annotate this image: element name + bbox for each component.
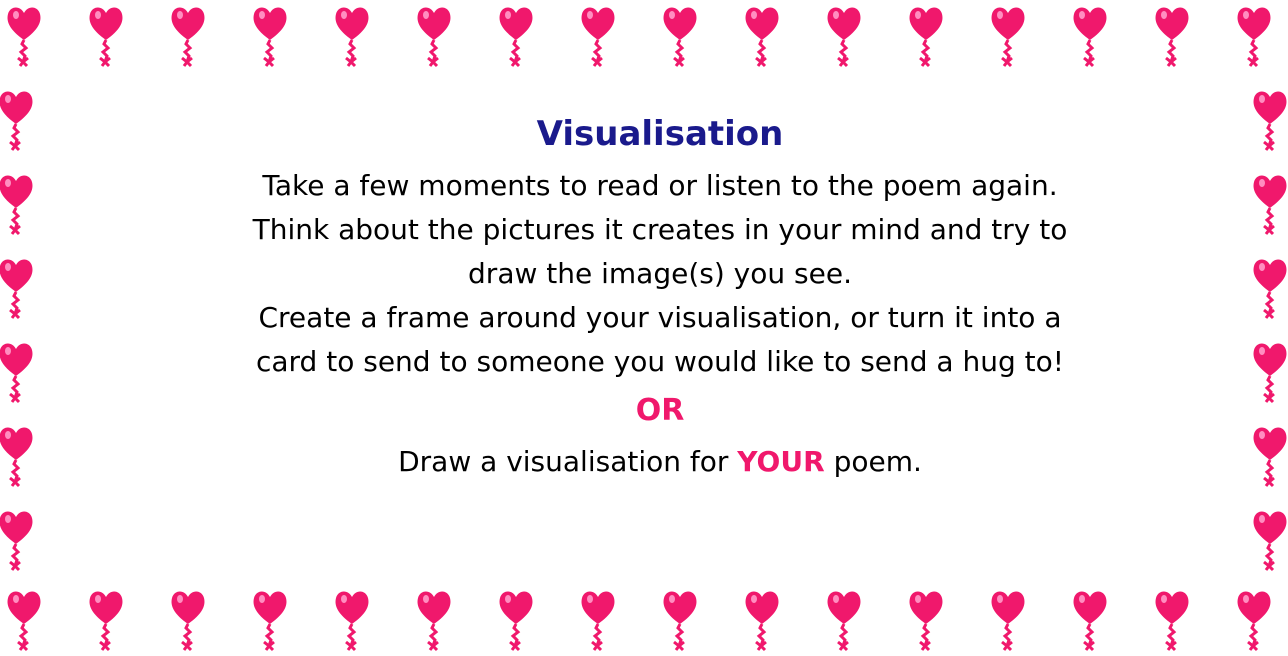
instruction-line: Take a few moments to read or listen to the poem again. [262, 169, 1058, 202]
heart-balloon-icon [496, 0, 536, 70]
heart-balloon-icon [1070, 0, 1110, 70]
heart-balloon-icon [86, 0, 126, 70]
heart-balloon-icon [906, 0, 946, 70]
heart-balloon-icon [660, 0, 700, 70]
heart-balloon-icon [988, 0, 1028, 70]
heart-balloon-icon [0, 168, 36, 238]
heart-balloon-icon [0, 504, 36, 574]
heart-balloon-icon [1250, 84, 1288, 154]
heart-balloon-icon [1070, 584, 1110, 654]
heart-balloon-icon [824, 584, 864, 654]
final-instruction-after: poem. [824, 445, 922, 478]
heart-balloon-icon [0, 336, 36, 406]
heart-balloon-icon [86, 584, 126, 654]
heart-balloon-icon [0, 84, 36, 154]
heart-balloon-icon [0, 252, 36, 322]
heart-balloon-icon [168, 0, 208, 70]
heart-balloon-icon [250, 584, 290, 654]
card-title: Visualisation [536, 114, 784, 154]
heart-balloon-icon [578, 584, 618, 654]
heart-balloon-icon [414, 0, 454, 70]
card-content [90, 110, 1230, 484]
instruction-line: card to send to someone you would like to send a hug to! [255, 345, 1064, 378]
heart-balloon-icon [414, 584, 454, 654]
heart-balloon-icon [250, 0, 290, 70]
heart-balloon-icon [1250, 420, 1288, 490]
heart-balloon-icon [1234, 0, 1274, 70]
heart-balloon-icon [332, 0, 372, 70]
heart-balloon-icon [1152, 0, 1192, 70]
heart-balloon-icon [578, 0, 618, 70]
or-divider: OR [635, 393, 685, 428]
heart-balloon-icon [4, 0, 44, 70]
heart-balloon-icon [1250, 336, 1288, 406]
heart-balloon-icon [332, 584, 372, 654]
heart-balloon-icon [0, 420, 36, 490]
instruction-line: Think about the pictures it creates in your mind and try to [252, 213, 1068, 246]
heart-balloon-icon [496, 584, 536, 654]
heart-balloon-icon [742, 0, 782, 70]
heart-balloon-icon [1250, 168, 1288, 238]
heart-balloon-icon [1234, 584, 1274, 654]
heart-balloon-icon [742, 584, 782, 654]
final-instruction [90, 440, 1230, 484]
heart-balloon-icon [4, 584, 44, 654]
your-emphasis: YOUR [737, 445, 825, 478]
heart-balloon-icon [1250, 252, 1288, 322]
heart-balloon-icon [168, 584, 208, 654]
heart-balloon-icon [660, 584, 700, 654]
heart-balloon-icon [988, 584, 1028, 654]
instruction-line: Create a frame around your visualisation, or turn it into a [258, 301, 1062, 334]
heart-balloon-icon [906, 584, 946, 654]
final-instruction-before: Draw a visualisation for [398, 445, 738, 478]
heart-balloon-icon [1250, 504, 1288, 574]
instruction-line: draw the image(s) you see. [468, 257, 852, 290]
heart-balloon-icon [824, 0, 864, 70]
heart-balloon-icon [1152, 584, 1192, 654]
